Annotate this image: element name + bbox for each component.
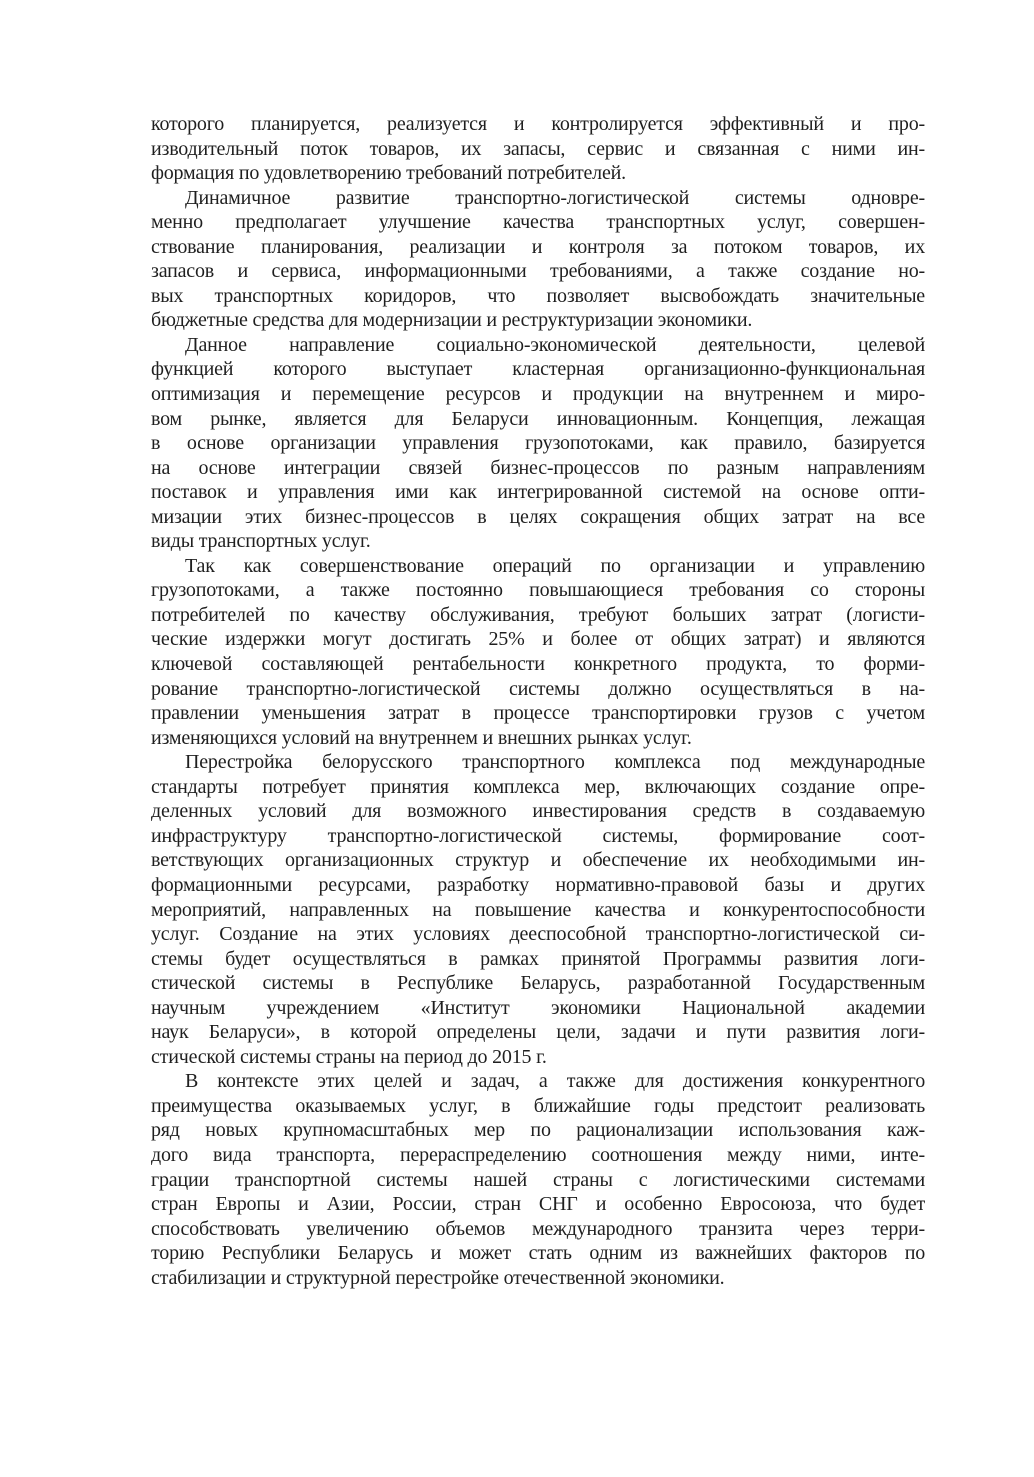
text-line: оптимизация и перемещение ресурсов и продукции на внутреннем и миро- <box>151 383 925 406</box>
text-line: стемы будет осуществляться в рамках принятой Программы развития логи- <box>151 947 925 970</box>
text-line: ключевой составляющей рентабельности конкретного продукта, то форми- <box>151 653 925 676</box>
text-line: стандарты потребует принятия комплекса мер, включающих создание опре- <box>151 775 925 798</box>
text-line: на основе интеграции связей бизнес-процессов по разным направлениям <box>151 456 925 479</box>
text-line: торию Республики Беларусь и может стать одним из важнейших факторов по <box>151 1242 925 1265</box>
text-line: ческие издержки могут достигать 25% и более от общих затрат) и являются <box>151 628 925 651</box>
text-line: поставок и управления ими как интегрированной системой на основе опти- <box>151 481 925 504</box>
text-line: формация по удовлетворению требований потребителей. <box>151 162 626 185</box>
text-line: наук Беларуси», в которой определены цели, задачи и пути развития логи- <box>151 1021 925 1044</box>
text-line: менно предполагает улучшение качества транспортных услуг, совершен- <box>151 211 925 234</box>
paragraph <box>151 1069 925 1290</box>
text-line: потребителей по качеству обслуживания, требуют больших затрат (логисти- <box>151 603 925 626</box>
paragraph <box>151 186 925 333</box>
text-line: инфраструктуру транспортно-логистической системы, формирование соот- <box>151 824 925 847</box>
paragraph <box>151 112 925 186</box>
text-line: запасов и сервиса, информационными требованиями, а также создание но- <box>151 260 925 283</box>
text-line: ствование планирования, реализации и контроля за потоком товаров, их <box>151 235 925 258</box>
text-line: рование транспортно-логистической системы должно осуществляться в на- <box>151 677 925 700</box>
text-line: научным учреждением «Институт экономики Национальной академии <box>151 996 925 1019</box>
text-line: изводительный поток товаров, их запасы, сервис и связанная с ними ин- <box>151 137 925 160</box>
text-line: функцией которого выступает кластерная организационно-функциональная <box>151 358 925 381</box>
text-line: виды транспортных услуг. <box>151 530 371 553</box>
text-line: Динамичное развитие транспортно-логистической системы одновре- <box>185 186 925 209</box>
text-line: деленных условий для возможного инвестирования средств в создаваемую <box>151 800 925 823</box>
text-line: грации транспортной системы нашей страны с логистическими системами <box>151 1168 925 1191</box>
text-line: стабилизации и структурной перестройке отечественной экономики. <box>151 1266 725 1289</box>
text-line: мизации этих бизнес-процессов в целях сокращения общих затрат на все <box>151 505 925 528</box>
text-line: мероприятий, направленных на повышение качества и конкурентоспособности <box>151 898 925 921</box>
paragraph <box>151 554 925 750</box>
text-line: В контексте этих целей и задач, а также для достижения конкурентного <box>185 1070 925 1093</box>
text-line: Данное направление социально-экономической деятельности, целевой <box>185 333 925 356</box>
text-line: формационными ресурсами, разработку нормативно-правовой базы и других <box>151 873 925 896</box>
text-line: в основе организации управления грузопотоками, как правило, базируется <box>151 432 925 455</box>
body-text <box>151 112 925 1290</box>
text-line: Так как совершенствование операций по организации и управлению <box>185 554 925 577</box>
text-line: стической системы страны на период до 2015 г. <box>151 1045 547 1068</box>
text-line: правлении уменьшения затрат в процессе транспортировки грузов с учетом <box>151 702 925 725</box>
text-line: бюджетные средства для модернизации и реструктуризации экономики. <box>151 309 753 332</box>
text-line: ряд новых крупномасштабных мер по рационализации использования каж- <box>151 1119 925 1142</box>
text-line: преимущества оказываемых услуг, в ближайшие годы предстоит реализовать <box>151 1094 925 1117</box>
text-line: способствовать увеличению объемов международного транзита через терри- <box>151 1217 925 1240</box>
text-line: дого вида транспорта, перераспределению соотношения между ними, инте- <box>151 1143 925 1166</box>
text-line: Перестройка белорусского транспортного комплекса под международные <box>185 751 925 774</box>
text-line: стран Европы и Азии, России, стран СНГ и особенно Евросоюза, что будет <box>151 1193 925 1216</box>
text-line: изменяющихся условий на внутреннем и внешних рынках услуг. <box>151 726 692 749</box>
text-line: вом рынке, является для Беларуси инновационным. Концепция, лежащая <box>151 407 925 430</box>
paragraph <box>151 750 925 1069</box>
text-line: грузопотоками, а также постоянно повышающиеся требования со стороны <box>151 579 925 602</box>
text-line: ветствующих организационных структур и обеспечение их необходимыми ин- <box>151 849 925 872</box>
text-line: стической системы в Республике Беларусь, разработанной Государственным <box>151 972 925 995</box>
text-line: услуг. Создание на этих условиях дееспособной транспортно-логистической си- <box>151 923 925 946</box>
paragraph <box>151 333 925 554</box>
text-line: которого планируется, реализуется и контролируется эффективный и про- <box>151 113 925 135</box>
text-line: вых транспортных коридоров, что позволяет высвобождать значительные <box>151 284 925 307</box>
